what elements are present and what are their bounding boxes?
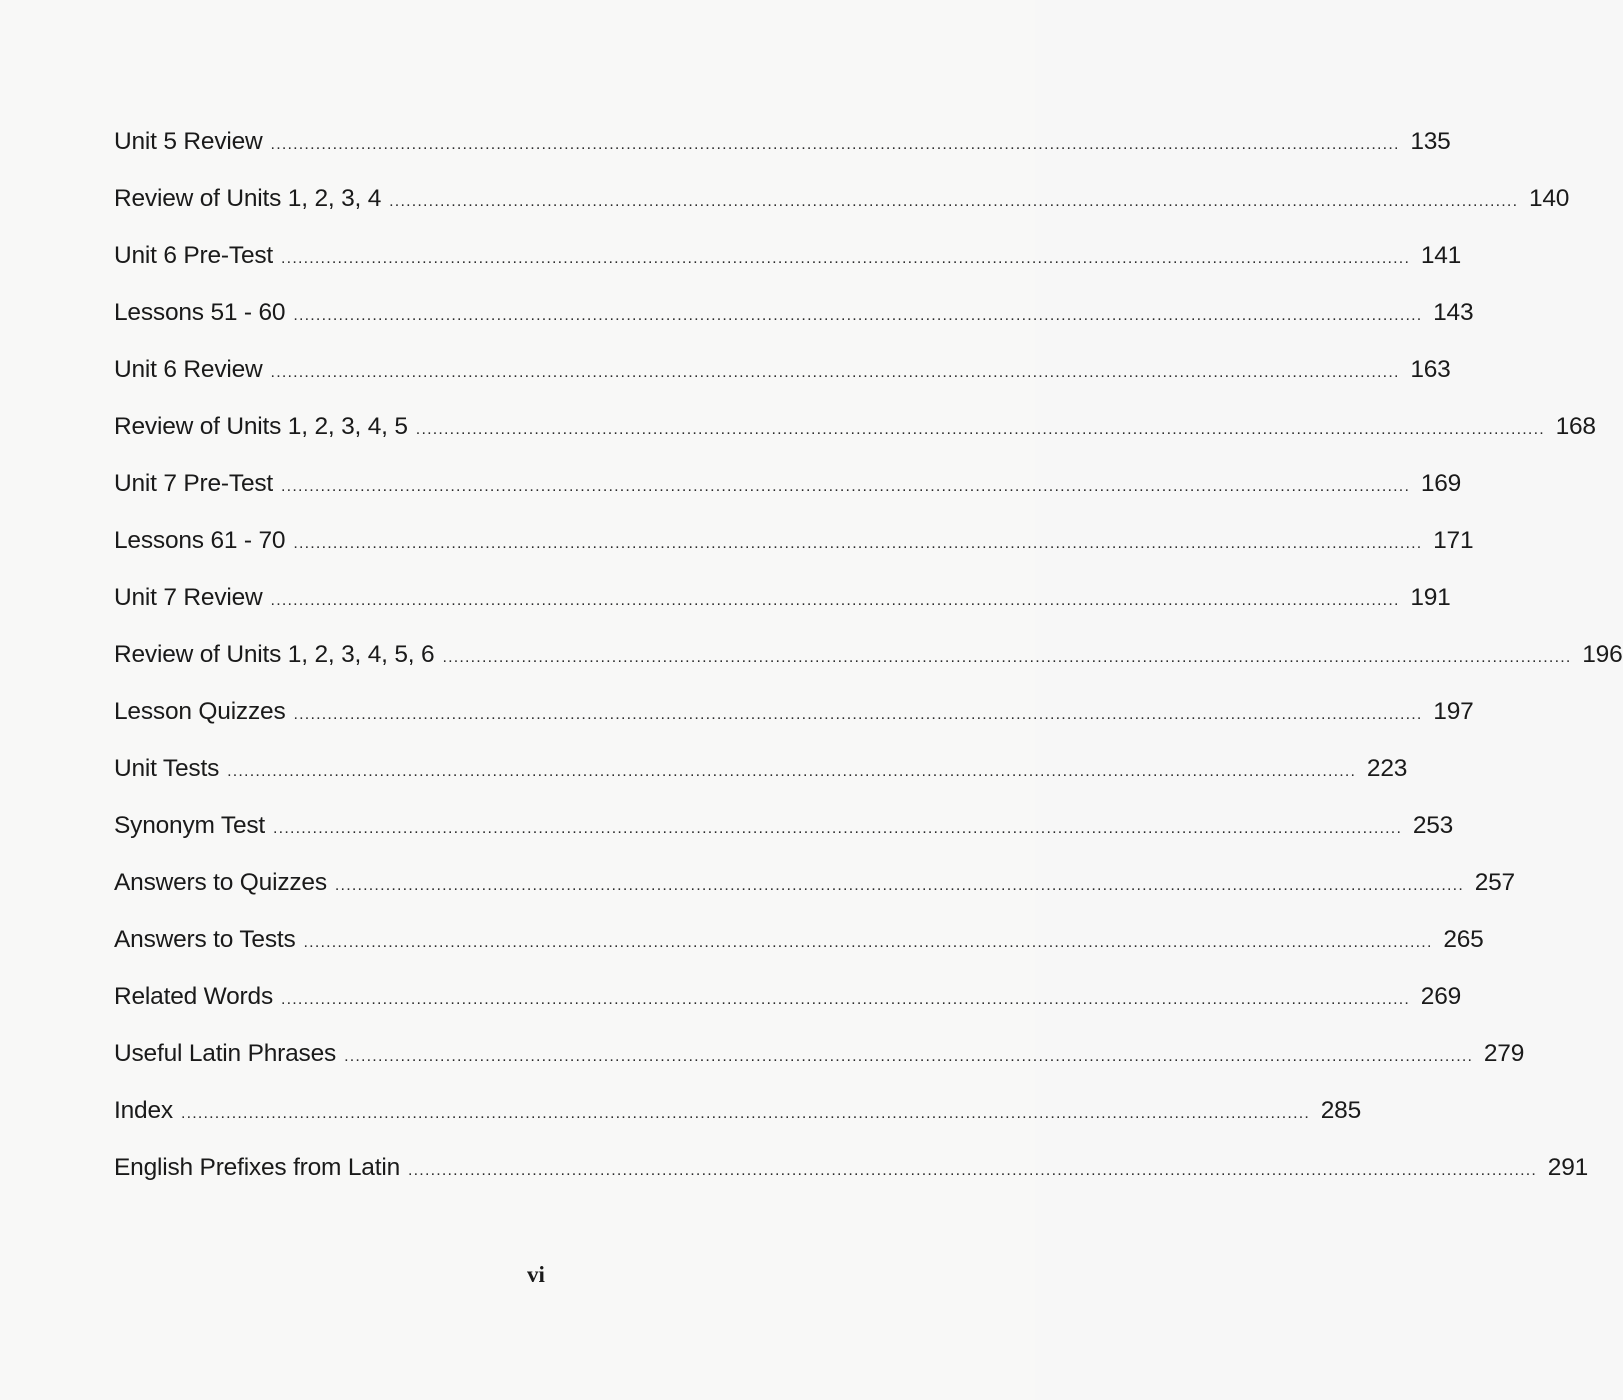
dot-leader: ........................................................................................................................................................................................................ — [270, 591, 1400, 609]
toc-entry-title: Review of Units 1, 2, 3, 4, 5 — [114, 413, 408, 441]
toc-entry — [114, 627, 1623, 684]
toc-entry — [114, 114, 1451, 171]
dot-leader: ........................................................................................................................................................................................................ — [344, 1047, 1474, 1065]
dot-leader: ........................................................................................................................................................................................................ — [293, 534, 1423, 552]
toc-entry-page: 168 — [1555, 413, 1596, 441]
toc-entry — [114, 399, 1596, 456]
toc-entry-title: Synonym Test — [114, 812, 266, 840]
toc-entry-page: 265 — [1443, 926, 1484, 954]
toc-entry — [114, 285, 1474, 342]
toc-entry-title: Unit 6 Pre-Test — [114, 242, 274, 270]
toc-entry — [114, 342, 1451, 399]
toc-entry-page: 163 — [1410, 356, 1451, 384]
toc-entry-title: Unit 7 Pre-Test — [114, 470, 274, 498]
toc-entry-page: 171 — [1433, 527, 1474, 555]
toc-entry — [114, 684, 1474, 741]
dot-leader: ........................................................................................................................................................................................................ — [293, 705, 1423, 723]
dot-leader: ........................................................................................................................................................................................................ — [442, 648, 1572, 666]
toc-entry-title: Index — [114, 1097, 173, 1125]
toc-entry-title: English Prefixes from Latin — [114, 1154, 401, 1182]
toc-entry — [114, 570, 1451, 627]
dot-leader: ........................................................................................................................................................................................................ — [293, 306, 1423, 324]
toc-entry-page: 169 — [1420, 470, 1462, 498]
toc-entry-page: 197 — [1433, 698, 1474, 726]
toc-entry-title: Lesson Quizzes — [114, 698, 286, 726]
toc-entry-title: Useful Latin Phrases — [114, 1040, 337, 1068]
toc-entry-page: 279 — [1483, 1040, 1525, 1068]
toc-entry-page: 140 — [1528, 185, 1570, 213]
toc-entry-title: Lessons 61 - 70 — [114, 527, 286, 555]
toc-entry-title: Unit 6 Review — [114, 356, 263, 384]
toc-entry-title: Unit 7 Review — [114, 584, 263, 612]
dot-leader: ........................................................................................................................................................................................................ — [270, 135, 1400, 153]
toc-entry — [114, 456, 1462, 513]
dot-leader: ........................................................................................................................................................................................................ — [303, 933, 1433, 951]
toc-entry-title: Unit 5 Review — [114, 128, 263, 156]
toc-entry-title: Answers to Tests — [114, 926, 296, 954]
dot-leader: ........................................................................................................................................................................................................ — [334, 876, 1464, 894]
page-number: vi — [527, 1262, 545, 1287]
dot-leader: ........................................................................................................................................................................................................ — [270, 363, 1400, 381]
toc-entry-page: 257 — [1474, 869, 1515, 897]
toc-entry — [114, 912, 1484, 969]
toc-entry-page: 223 — [1366, 755, 1408, 783]
toc-entry — [114, 798, 1454, 855]
dot-leader: ........................................................................................................................................................................................................ — [281, 990, 1411, 1008]
dot-leader: ........................................................................................................................................................................................................ — [281, 477, 1411, 495]
toc-entry — [114, 171, 1570, 228]
table-of-contents — [114, 114, 1623, 1197]
toc-entry — [114, 969, 1462, 1026]
toc-entry-title: Unit Tests — [114, 755, 220, 783]
dot-leader: ........................................................................................................................................................................................................ — [227, 762, 1357, 780]
toc-entry-title: Review of Units 1, 2, 3, 4 — [114, 185, 382, 213]
toc-entry — [114, 741, 1408, 798]
toc-entry-title: Related Words — [114, 983, 273, 1011]
toc-entry-page: 135 — [1410, 128, 1451, 156]
toc-entry — [114, 1140, 1589, 1197]
toc-entry-title: Review of Units 1, 2, 3, 4, 5, 6 — [114, 641, 435, 669]
toc-entry-page: 253 — [1412, 812, 1454, 840]
dot-leader: ........................................................................................................................................................................................................ — [281, 249, 1411, 267]
toc-entry-page: 285 — [1320, 1097, 1361, 1125]
toc-entry-page: 291 — [1547, 1154, 1589, 1182]
toc-entry — [114, 1083, 1361, 1140]
toc-entry — [114, 1026, 1525, 1083]
toc-entry-page: 141 — [1420, 242, 1462, 270]
toc-entry-title: Answers to Quizzes — [114, 869, 327, 897]
toc-entry-page: 191 — [1410, 584, 1451, 612]
dot-leader: ........................................................................................................................................................................................................ — [408, 1161, 1538, 1179]
toc-entry — [114, 855, 1515, 912]
dot-leader: ........................................................................................................................................................................................................ — [389, 192, 1519, 210]
dot-leader: ........................................................................................................................................................................................................ — [273, 819, 1403, 837]
dot-leader: ........................................................................................................................................................................................................ — [180, 1104, 1310, 1122]
toc-entry-page: 269 — [1420, 983, 1462, 1011]
toc-entry-page: 143 — [1433, 299, 1474, 327]
toc-entry-page: 196 — [1582, 641, 1623, 669]
toc-entry-title: Lessons 51 - 60 — [114, 299, 286, 327]
toc-entry — [114, 513, 1474, 570]
toc-entry — [114, 228, 1462, 285]
dot-leader: ........................................................................................................................................................................................................ — [415, 420, 1545, 438]
